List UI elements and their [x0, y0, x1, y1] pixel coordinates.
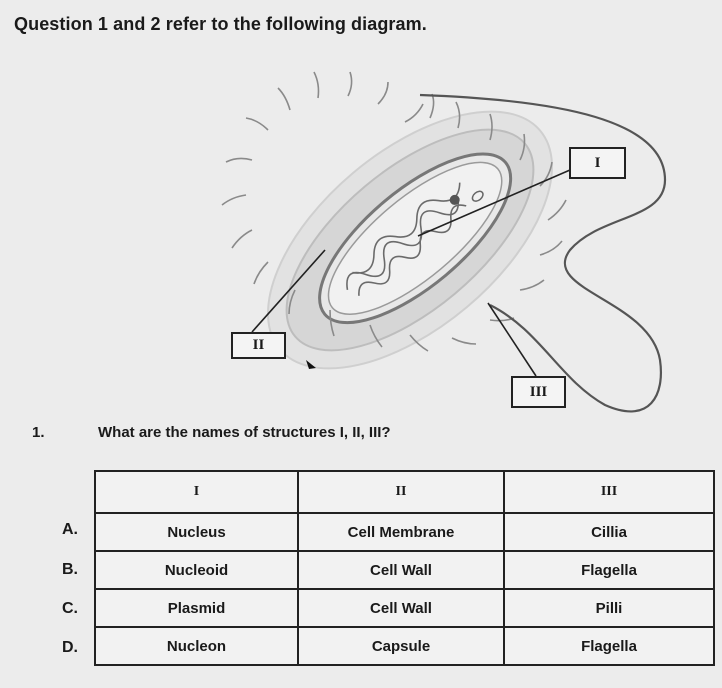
- cell-d-i: Nucleon: [95, 627, 298, 665]
- option-letter-a[interactable]: A.: [62, 521, 78, 538]
- question-1: [32, 424, 391, 441]
- cell-d-iii: Flagella: [504, 627, 714, 665]
- option-letter-c[interactable]: C.: [62, 600, 78, 617]
- cell-b-i: Nucleoid: [95, 551, 298, 589]
- cell-a-iii: Cillia: [504, 513, 714, 551]
- cell-b-iii: Flagella: [504, 551, 714, 589]
- cell-d-ii: Capsule: [298, 627, 504, 665]
- pointer-line-iii: [488, 303, 536, 376]
- cell-b-ii: Cell Wall: [298, 551, 504, 589]
- question-number: 1.: [32, 424, 45, 441]
- cell-c-i: Plasmid: [95, 589, 298, 627]
- option-letter-b[interactable]: B.: [62, 561, 78, 578]
- diagram-label-iii: III: [511, 376, 566, 408]
- table-row[interactable]: [95, 513, 714, 551]
- header-i: I: [95, 471, 298, 513]
- question-text: What are the names of structures I, II, III?: [98, 424, 391, 441]
- cell-c-ii: Cell Wall: [298, 589, 504, 627]
- cell-a-ii: Cell Membrane: [298, 513, 504, 551]
- answer-table: [94, 470, 715, 666]
- header-iii: III: [504, 471, 714, 513]
- cell-a-i: Nucleus: [95, 513, 298, 551]
- diagram-label-i: I: [569, 147, 626, 179]
- header-ii: II: [298, 471, 504, 513]
- bacterium-illustration: [223, 63, 597, 416]
- option-letter-d[interactable]: D.: [62, 639, 78, 656]
- cell-c-iii: Pilli: [504, 589, 714, 627]
- table-row[interactable]: [95, 589, 714, 627]
- table-header-row: [95, 471, 714, 513]
- diagram-label-ii: II: [231, 332, 286, 359]
- table-row[interactable]: [95, 551, 714, 589]
- question-heading: Question 1 and 2 refer to the following diagram.: [14, 14, 427, 34]
- table-row[interactable]: [95, 627, 714, 665]
